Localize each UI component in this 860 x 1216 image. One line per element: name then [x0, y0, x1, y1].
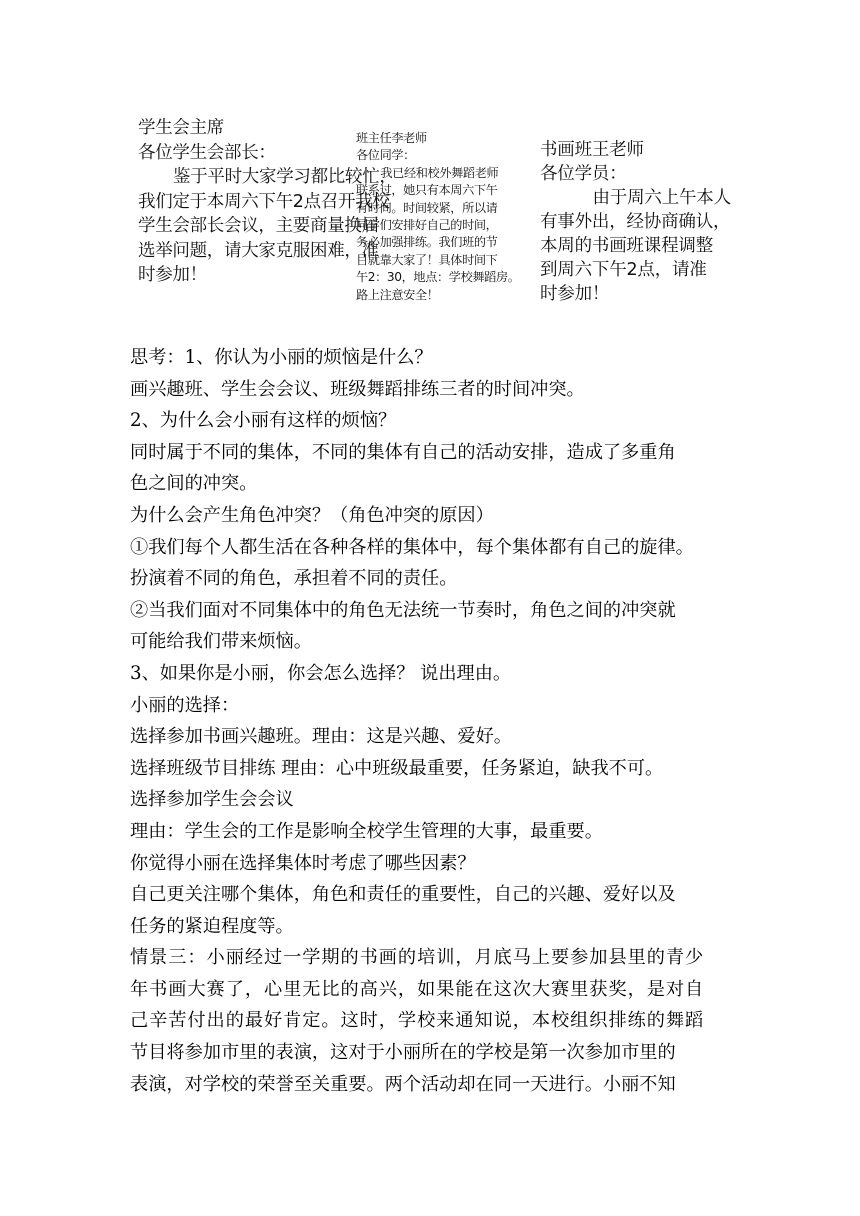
- notice-line: 同学们安排好自己的时间，: [356, 218, 498, 233]
- notice-line: 学生会部长会议，主要商量换届: [138, 216, 379, 236]
- answer-paragraph: 任务的紧迫程度等。: [130, 915, 294, 937]
- answer-paragraph: ②当我们面对不同集体中的角色无法统一节奏时，角色之间的冲突就: [130, 599, 676, 621]
- notice-line: 有时间。时间较紧，所以请: [356, 200, 498, 215]
- choices-heading: 小丽的选择：: [130, 694, 240, 716]
- scenario-paragraph: 情景三：小丽经过一学期的书画的培训，月底马上要参加县里的青少: [130, 947, 705, 969]
- notice-line: 我已经和校外舞蹈老师: [380, 165, 499, 180]
- notice-greeting: 各位学生会部长：: [138, 142, 276, 163]
- notice-greeting: 各位学员：: [540, 164, 627, 184]
- document-body: [130, 342, 750, 1100]
- notice-line: 午2：30，地点：学校舞蹈房。: [356, 270, 520, 285]
- notice-line: 目就靠大家了！具体时间下: [356, 252, 498, 267]
- notice-line: 有事外出，经协商确认，: [540, 212, 731, 232]
- notice-line: 联系过，她只有本周六下午: [356, 183, 498, 198]
- scenario-paragraph: 节目将参加市里的表演，这对于小丽所在的学校是第一次参加市里的: [130, 1042, 676, 1064]
- notice-line: 本周的书画班课程调整: [540, 236, 713, 256]
- answer-paragraph: 扮演着不同的角色，承担着不同的责任。: [130, 568, 458, 590]
- notice-line: 务必加强排练。我们班的节: [356, 235, 498, 250]
- class-teacher-notice: [356, 130, 520, 304]
- scenario-paragraph: 表演，对学校的荣誉至关重要。两个活动却在同一天进行。小丽不知: [130, 1073, 676, 1095]
- answer-paragraph: 同时属于不同的集体，不同的集体有自己的活动安排，造成了多重角: [130, 441, 676, 463]
- notice-line: 我们定于本周六下午2点召开我校: [138, 191, 390, 212]
- calligraphy-teacher-notice: [540, 138, 731, 306]
- scenario-paragraph: 年书画大赛了，心里无比的高兴，如果能在这次大赛里获奖，是对自: [130, 978, 705, 1000]
- answer-paragraph: 色之间的冲突。: [130, 473, 258, 495]
- question-1: 思考：1、你认为小丽的烦恼是什么？: [130, 347, 433, 368]
- question-2: 2、为什么会小丽有这样的烦恼？: [130, 410, 397, 432]
- notice-sender: 书画班王老师: [540, 140, 644, 160]
- choice-line: 选择班级节目排练 理由：心中班级最重要，任务紧迫，缺我不可。: [130, 757, 664, 779]
- scenario-paragraph: 己辛苦付出的最好肯定。这时，学校来通知说，本校组织排练的舞蹈: [130, 1010, 705, 1032]
- sub-question: 你觉得小丽在选择集体时考虑了哪些因素？: [130, 852, 476, 874]
- notice-line: 路上注意安全！: [356, 287, 439, 302]
- notice-sender: 学生会主席: [138, 118, 224, 138]
- choice-line: 选择参加书画兴趣班。理由：这是兴趣、爱好。: [130, 726, 512, 748]
- notice-line: 时参加！: [138, 265, 207, 285]
- answer-paragraph: ①我们每个人都生活在各种各样的集体中，每个集体都有自己的旋律。: [130, 536, 694, 558]
- notice-line: 选举问题，请大家克服困难，准: [138, 240, 379, 261]
- choice-line: 选择参加学生会会议: [130, 789, 294, 811]
- notice-line: 鉴于平时大家学习都比较忙，: [173, 167, 397, 187]
- sub-question: 为什么会产生角色冲突？（角色冲突的原因）: [130, 504, 494, 526]
- notice-line: 时参加！: [540, 284, 610, 304]
- notice-greeting: 各位同学：: [356, 148, 415, 163]
- answer-paragraph: 可能给我们带来烦恼。: [130, 631, 312, 653]
- notice-sender: 班主任李老师: [356, 131, 427, 145]
- answer-paragraph: 自己更关注哪个集体，角色和责任的重要性，自己的兴趣、爱好以及: [130, 884, 676, 906]
- choice-line: 理由：学生会的工作是影响全校学生管理的大事，最重要。: [130, 820, 603, 842]
- notice-line: 到周六下午2点，请准: [540, 260, 707, 280]
- question-3: 3、如果你是小丽，你会怎么选择？ 说出理由。: [130, 662, 512, 684]
- answer-paragraph: 画兴趣班、学生会会议、班级舞蹈排练三者的时间冲突。: [130, 378, 585, 400]
- notice-line: 由于周六上午本人: [592, 188, 731, 208]
